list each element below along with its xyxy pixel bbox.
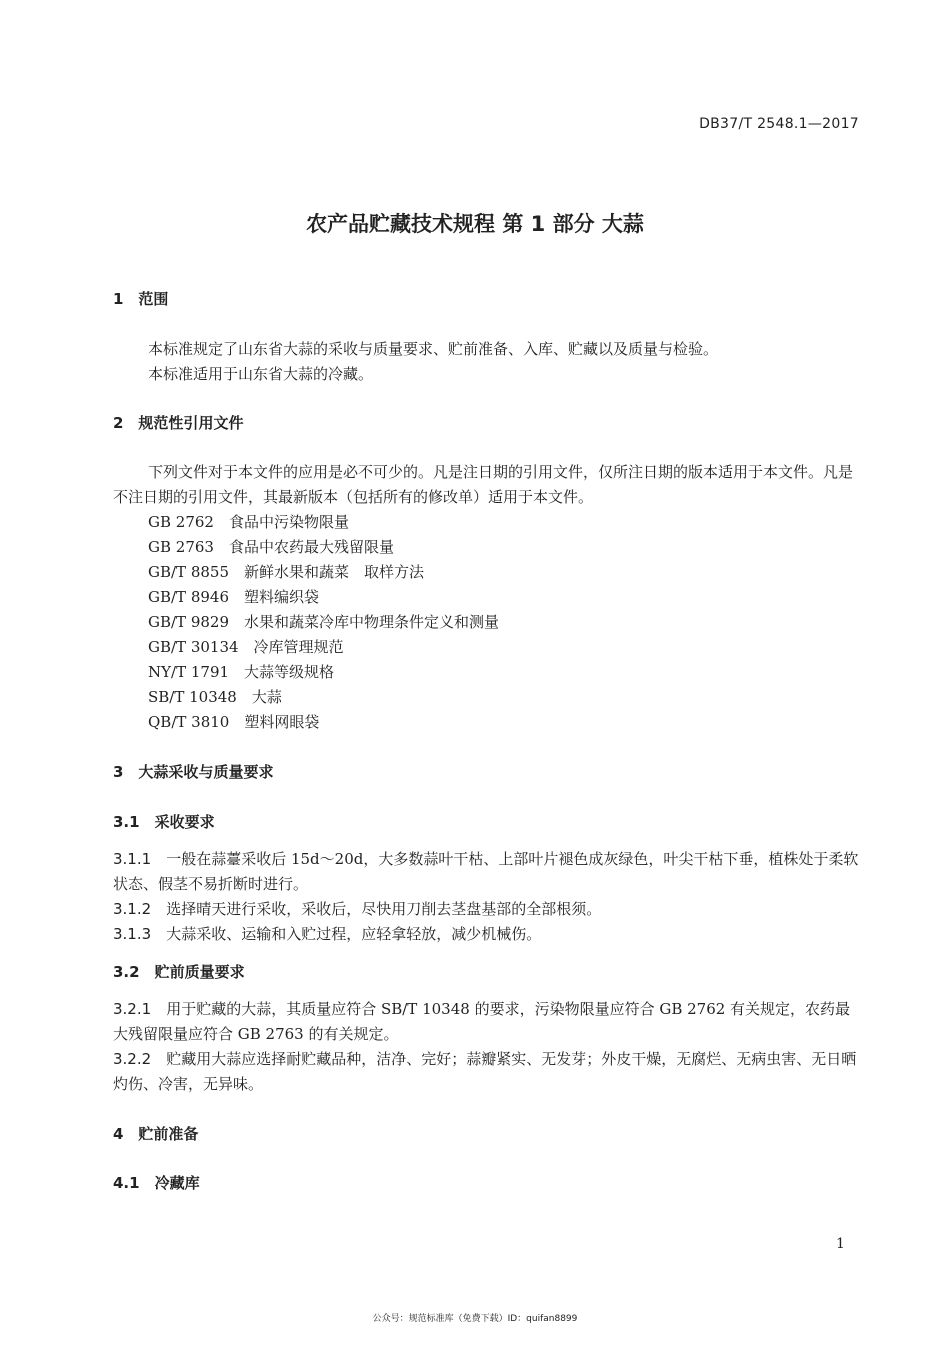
reference-item: GB/T 9829 水果和蔬菜冷库中物理条件定义和测量 (148, 613, 500, 631)
reference-item: GB/T 8946 塑料编织袋 (148, 588, 320, 606)
reference-item: SB/T 10348 大蒜 (148, 688, 282, 706)
clause-3-2-1 (113, 997, 859, 1047)
section-4-1-heading: 4.1 冷藏库 (113, 1174, 200, 1192)
reference-item: NY/T 1791 大蒜等级规格 (148, 663, 335, 681)
reference-item: QB/T 3810 塑料网眼袋 (148, 713, 320, 731)
page-number: 1 (836, 1236, 845, 1252)
section-1-paragraph-2: 本标准适用于山东省大蒜的冷藏。 (148, 365, 374, 383)
clause-text: 一般在蒜薹采收后 15d～20d，大多数蒜叶干枯、上部叶片褪色成灰绿色，叶尖干枯下垂，植株处于柔软状态、假茎不易折断时进行。 (113, 850, 859, 893)
section-1-heading: 1 范围 (113, 290, 169, 308)
document-number: DB37/T 2548.1—2017 (699, 116, 859, 132)
section-4-heading: 4 贮前准备 (113, 1125, 199, 1143)
section-2-intro (113, 460, 859, 510)
section-3-1-heading: 3.1 采收要求 (113, 813, 215, 831)
clause-number: 3.1.1 (113, 850, 152, 868)
section-3-heading: 3 大蒜采收与质量要求 (113, 763, 274, 781)
reference-item: GB 2762 食品中污染物限量 (148, 513, 349, 531)
reference-item: GB 2763 食品中农药最大残留限量 (148, 538, 394, 556)
clause-number: 3.2.2 (113, 1050, 152, 1068)
clause-number: 3.1.3 (113, 925, 152, 943)
section-3-2-heading: 3.2 贮前质量要求 (113, 963, 245, 981)
clause-number: 3.2.1 (113, 1000, 152, 1018)
reference-item: GB/T 8855 新鲜水果和蔬菜 取样方法 (148, 563, 425, 581)
clause-text: 选择晴天进行采收，采收后，尽快用刀削去茎盘基部的全部根须。 (166, 900, 602, 918)
clause-3-1-2 (113, 897, 859, 922)
section-2-heading: 2 规范性引用文件 (113, 414, 244, 432)
clause-3-1-1 (113, 847, 859, 897)
clause-text: 用于贮藏的大蒜，其质量应符合 SB/T 10348 的要求，污染物限量应符合 GB 2762 有关规定，农药最大残留限量应符合 GB 2763 的有关规定。 (113, 1000, 851, 1043)
clause-text: 大蒜采收、运输和入贮过程，应轻拿轻放，减少机械伤。 (166, 925, 542, 943)
reference-item: GB/T 30134 冷库管理规范 (148, 638, 344, 656)
clause-3-1-3 (113, 922, 859, 947)
section-1-paragraph-1: 本标准规定了山东省大蒜的采收与质量要求、贮前准备、入库、贮藏以及质量与检验。 (148, 340, 719, 358)
clause-3-2-2 (113, 1047, 859, 1097)
footer-watermark: 公众号：规范标准库（免费下载）ID：quifan8899 (372, 1314, 578, 1324)
clause-number: 3.1.2 (113, 900, 152, 918)
section-2-intro-text: 下列文件对于本文件的应用是必不可少的。凡是注日期的引用文件，仅所注日期的版本适用于本文件。凡是不注日期的引用文件，其最新版本（包括所有的修改单）适用于本文件。 (113, 463, 854, 506)
document-title: 农产品贮藏技术规程 第 1 部分 大蒜 (306, 212, 644, 236)
clause-text: 贮藏用大蒜应选择耐贮藏品种，洁净、完好；蒜瓣紧实、无发芽；外皮干燥，无腐烂、无病虫害、无日晒灼伤、冷害，无异味。 (113, 1050, 857, 1093)
